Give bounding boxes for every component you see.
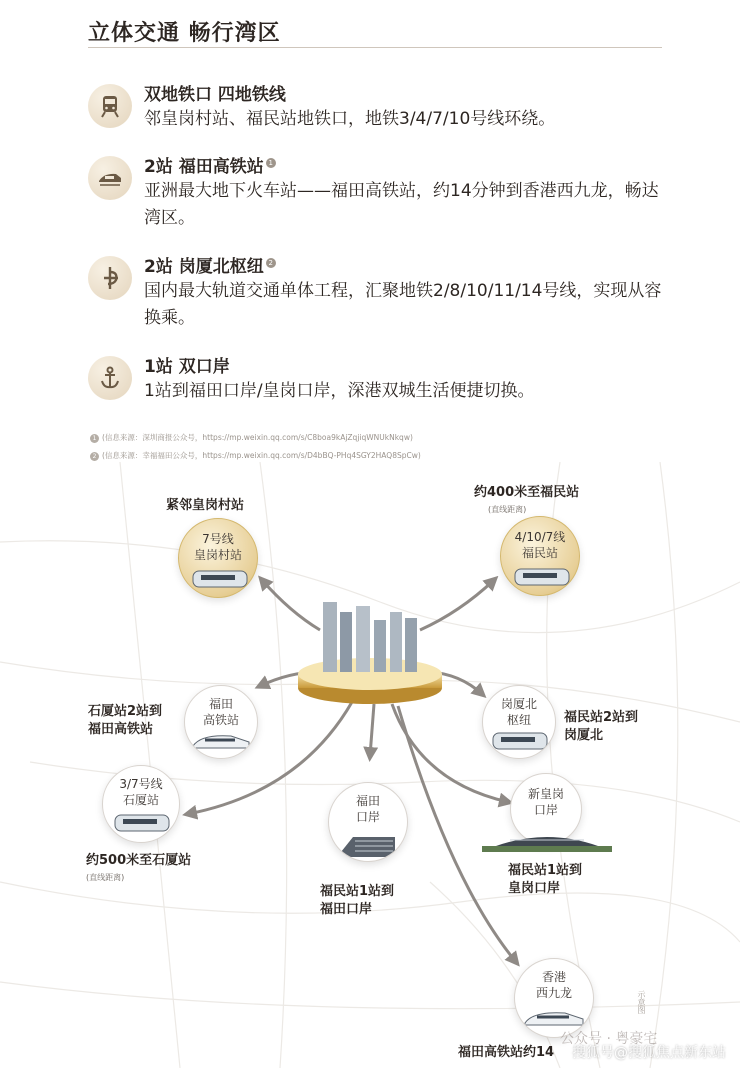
futian-port-label [320,883,394,919]
high-speed-train-icon [88,156,132,200]
port-name-line: 福田 [355,794,380,808]
illustration-credit: 示意图 [637,990,646,1014]
page-title: 立体交通 畅行湾区 [88,21,281,46]
feature-description: 亚洲最大地下火车站——福田高铁站，约14分钟到香港西九龙，畅达湾区。 [144,181,659,228]
futian-hsr-badge [184,685,258,759]
feature-heading [144,252,276,277]
port-building-icon [333,829,403,859]
line-number: 4/10/7线 [514,530,566,544]
metro-train-icon [491,730,549,752]
badge-text [329,793,407,825]
feature-heading-text: 2站 福田高铁站 [144,157,264,177]
metro-icon [88,84,132,128]
fumin-station-badge [500,516,580,596]
line-number: 3/7号线 [119,777,163,791]
feature-heading: 1站 双口岸 [144,357,230,377]
label-line: 岗厦北 [564,728,604,743]
high-speed-train-icon [523,1007,585,1029]
source-note-1 [90,432,413,443]
feature-ports [88,352,668,412]
badge-text [103,776,179,808]
label-line: 福民站1站到 [320,884,395,899]
arrow-to-fumin [420,580,494,630]
label-line: 福民站2站到 [564,710,639,725]
port-name-line: 新皇岗 [527,787,564,801]
west-kowloon-label: 福田高铁站约14 [458,1045,555,1060]
huanggang-station-label: 紧邻皇岗村站 [166,498,245,513]
gangxia-north-badge [482,685,556,759]
port-building-icon [480,826,614,854]
futian-hsr-label [88,703,162,739]
station-name-line: 岗厦北 [500,697,537,711]
source-number: 1 [90,434,99,443]
label-line: 福民站1站到 [508,863,583,878]
property-model [298,602,442,704]
feature-description: 1站到福田口岸/皇岗口岸，深港双城生活便捷切换。 [144,381,535,401]
footnote-marker: 1 [266,158,276,168]
badge-text [511,786,581,818]
port-name-line: 口岸 [355,810,380,824]
huanggang-port-label [508,862,582,898]
arrow-to-huanggang [262,580,320,630]
source-number: 2 [90,452,99,461]
feature-heading [144,152,276,177]
station-name-line: 福田 [208,697,233,711]
high-speed-train-icon [191,730,251,752]
station-name: 福民站 [521,546,558,560]
badge-text [483,696,555,728]
line-number: 7号线 [202,532,234,546]
map-background [0,462,740,1068]
badge-text [179,531,257,563]
station-name-line: 高铁站 [202,713,239,727]
futian-port-badge [328,782,408,862]
metro-train-icon [191,567,249,591]
station-name: 皇岗村站 [193,548,242,562]
gangxia-north-label [564,709,638,745]
distance-note: (直线距离) [488,505,527,514]
station-name-line: 枢纽 [506,713,531,727]
watermark-right: 搜狐号@搜狐焦点新东站 [572,1045,726,1061]
badge-text [501,529,579,561]
label-line: 皇岗口岸 [508,881,561,896]
west-kowloon-badge [514,958,594,1038]
shixia-station-label: 约500米至石厦站 [86,853,192,868]
station-name-line: 香港 [541,970,566,984]
feature-metro [88,80,668,140]
distance-note: (直线距离) [86,873,125,882]
feature-high-speed-rail [88,152,668,232]
huanggang-station-badge [178,518,258,598]
label-line: 石厦站2站到 [88,704,163,719]
fumin-station-label: 约400米至福民站 [474,485,580,500]
hub-icon [88,256,132,300]
feature-transit-hub [88,252,668,332]
shixia-station-badge [102,765,180,843]
metro-train-icon [513,565,571,589]
feature-heading-text: 2站 岗厦北枢纽 [144,257,264,277]
badge-text [185,696,257,728]
source-text: (信息来源：深圳商报公众号，https://mp.weixin.qq.com/s/C8boa9kAjZqjiqWNUkNkqw) [102,433,413,442]
arrow-to-futian-port [370,704,374,756]
anchor-icon [88,356,132,400]
watermark-left: 公众号 · 粤豪宅 [560,1031,658,1047]
port-name-line: 口岸 [533,803,558,817]
feature-heading: 双地铁口 四地铁线 [144,85,286,105]
title-divider [88,47,662,48]
source-text: (信息来源：幸福福田公众号，https://mp.weixin.qq.com/s/D4bBQ-PHq4SGY2HAQ8SpCw) [102,451,421,460]
label-line: 福田口岸 [320,902,373,917]
metro-train-icon [113,812,171,834]
feature-description: 国内最大轨道交通单体工程，汇聚地铁2/8/10/11/14号线，实现从容换乘。 [144,281,662,328]
station-name-line: 西九龙 [535,986,572,1000]
footnote-marker: 2 [266,258,276,268]
feature-description: 邻皇岗村站、福民站地铁口，地铁3/4/7/10号线环绕。 [144,109,556,129]
source-note-2 [90,450,421,461]
label-line: 福田高铁站 [88,722,154,737]
location-map [0,462,740,1068]
station-name: 石厦站 [122,793,159,807]
badge-text [515,969,593,1001]
